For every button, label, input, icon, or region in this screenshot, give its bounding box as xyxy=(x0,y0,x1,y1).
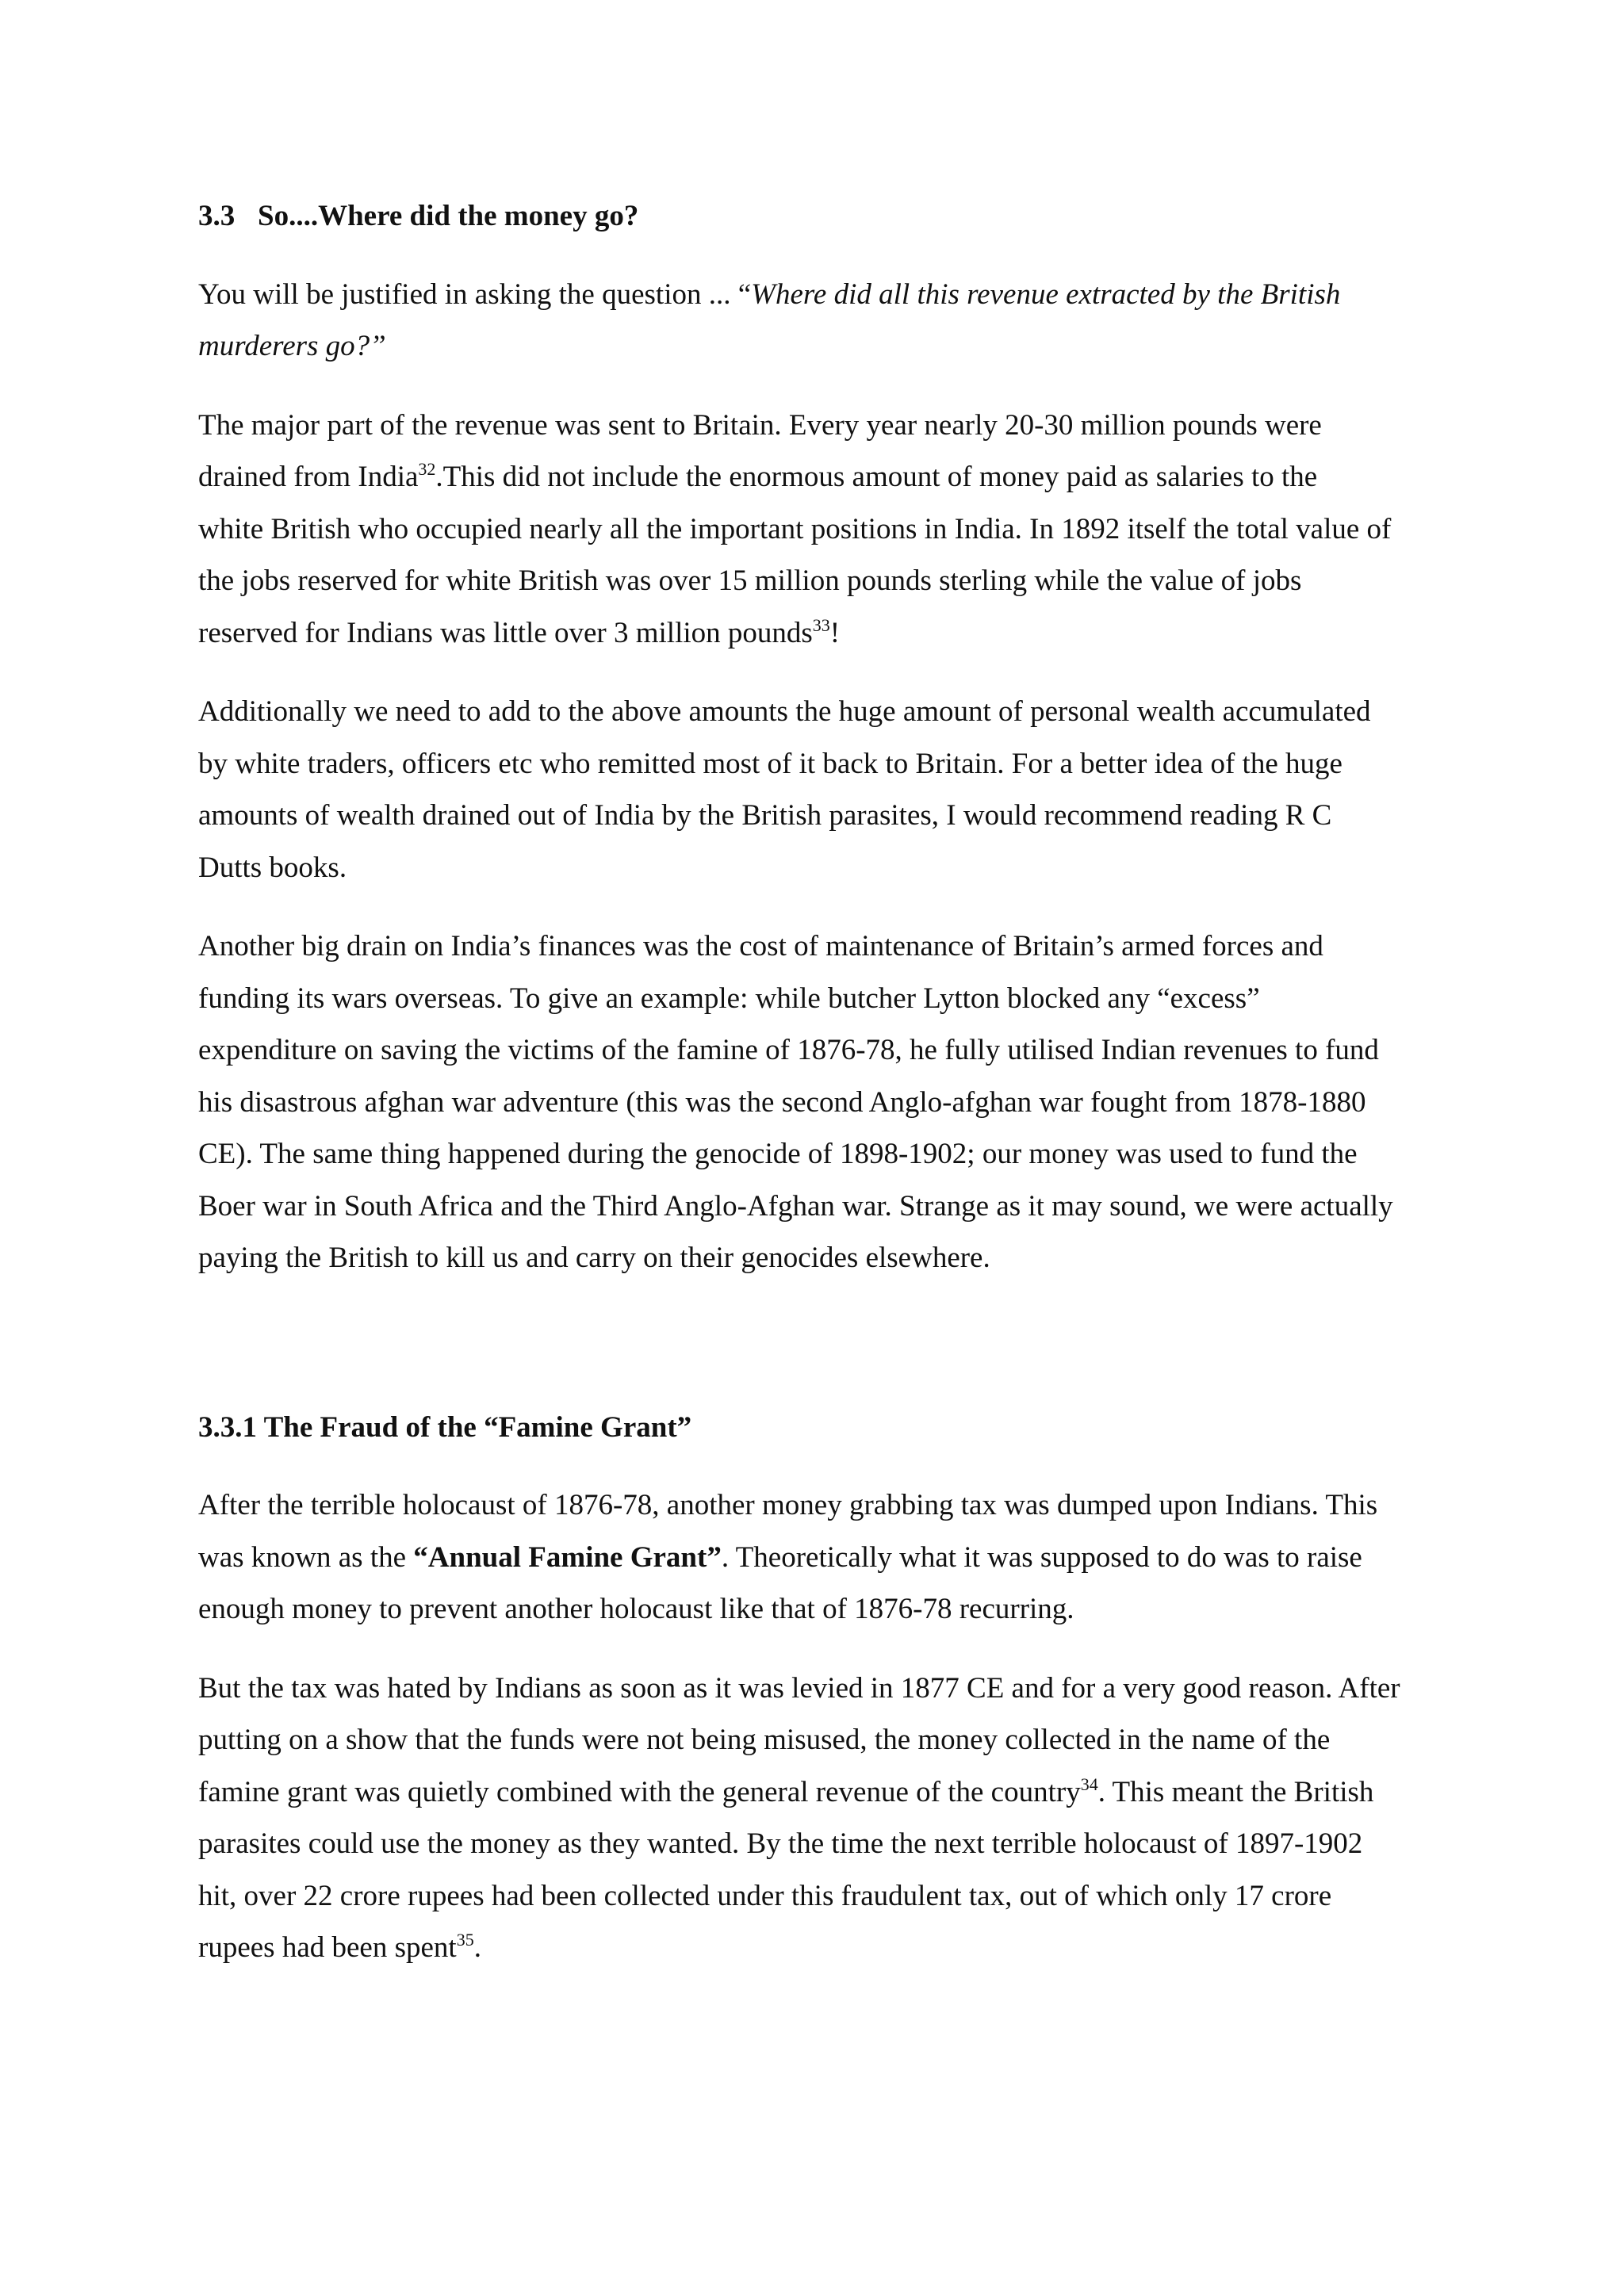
text-run: was known as the xyxy=(198,1540,414,1574)
text-line: Dutts books. xyxy=(198,851,347,884)
text-run: You will be justified in asking the question ... “ xyxy=(198,277,752,311)
text-run: .This did not include the enormous amount of money paid as salaries to the xyxy=(435,461,1318,493)
footnote-ref-33[interactable]: 33 xyxy=(812,614,830,635)
text-line: parasites could use the money as they wanted. By the time the next terrible holocaust of 1897-1902 xyxy=(198,1827,1363,1860)
text-line: But the tax was hated by Indians as soon as it was levied in 1877 CE and for a very good reason. After xyxy=(198,1671,1400,1705)
text-line: paying the British to kill us and carry on their genocides elsewhere. xyxy=(198,1242,990,1274)
text-line: the jobs reserved for white British was over 15 million pounds sterling while the value of jobs xyxy=(198,564,1302,597)
text-line: The major part of the revenue was sent to Britain. Every year nearly 20-30 million pounds were xyxy=(198,408,1322,442)
text-line xyxy=(198,320,1443,373)
section-number: 3.3 xyxy=(198,200,236,232)
section-heading xyxy=(198,190,1443,243)
italic-text: Where did all this revenue extracted by the British xyxy=(751,277,1341,311)
text-line: white British who occupied nearly all the important positions in India. In 1892 itself the total value of xyxy=(198,512,1392,545)
paragraph xyxy=(198,920,1443,1284)
bold-text: “Annual Famine Grant” xyxy=(413,1540,722,1574)
text-run: drained from India xyxy=(198,461,419,493)
text-line: hit, over 22 crore rupees had been collected under this fraudulent tax, out of which only 17 crore xyxy=(198,1879,1332,1912)
text-line xyxy=(198,269,1443,321)
text-line: by white traders, officers etc who remitted most of it back to Britain. For a better idea of the huge xyxy=(198,747,1342,780)
text-line: funding its wars overseas. To give an example: while butcher Lytton blocked any “excess” xyxy=(198,982,1260,1015)
paragraph xyxy=(198,269,1443,373)
text-run: . This meant the British xyxy=(1097,1775,1374,1808)
text-line xyxy=(198,451,1443,503)
text-line: amounts of wealth drained out of India by the British parasites, I would recommend reading R C xyxy=(198,799,1332,832)
footnote-ref-35[interactable]: 35 xyxy=(456,1930,474,1950)
paragraph xyxy=(198,1479,1443,1636)
text-line xyxy=(198,1766,1443,1819)
text-run: . xyxy=(473,1931,481,1964)
text-line: After the terrible holocaust of 1876-78, another money grabbing tax was dumped upon Indians. This xyxy=(198,1489,1378,1521)
paragraph xyxy=(198,1663,1443,1974)
text-line: expenditure on saving the victims of the famine of 1876-78, he fully utilised Indian revenues to fund xyxy=(198,1034,1379,1066)
text-line: putting on a show that the funds were not being misused, the money collected in the name of the xyxy=(198,1724,1331,1756)
text-line: enough money to prevent another holocaust like that of 1876-78 recurring. xyxy=(198,1593,1074,1625)
text-line: his disastrous afghan war adventure (this was the second Anglo-afghan war fought from 1878-1880 xyxy=(198,1085,1366,1119)
paragraph xyxy=(198,400,1443,660)
text-line xyxy=(198,1532,1443,1584)
text-line xyxy=(198,607,1443,660)
text-run: . Theoretically what it was supposed to do was to raise xyxy=(721,1540,1362,1574)
section-title: So....Where did the money go? xyxy=(258,200,639,232)
document-page xyxy=(198,190,1443,2001)
text-line: Additionally we need to add to the above amounts the huge amount of personal wealth accumulated xyxy=(198,695,1371,728)
text-line: Boer war in South Africa and the Third Anglo-Afghan war. Strange as it may sound, we were actually xyxy=(198,1189,1393,1223)
text-line: CE). The same thing happened during the genocide of 1898-1902; our money was used to fund the xyxy=(198,1138,1358,1170)
text-run: ! xyxy=(829,616,841,649)
footnote-ref-34[interactable]: 34 xyxy=(1080,1774,1098,1794)
footnote-ref-32[interactable]: 32 xyxy=(418,459,436,479)
paragraph xyxy=(198,686,1443,894)
text-line: Another big drain on India’s finances was the cost of maintenance of Britain’s armed forces and xyxy=(198,930,1323,962)
text-run: reserved for Indians was little over 3 million pounds xyxy=(198,616,813,649)
italic-text: murderers go?” xyxy=(198,330,386,362)
text-line xyxy=(198,1922,1443,1974)
subsection-heading: 3.3.1 The Fraud of the “Famine Grant” xyxy=(198,1410,692,1444)
text-run: famine grant was quietly combined with the general revenue of the country xyxy=(198,1775,1081,1808)
text-run: rupees had been spent xyxy=(198,1931,457,1964)
